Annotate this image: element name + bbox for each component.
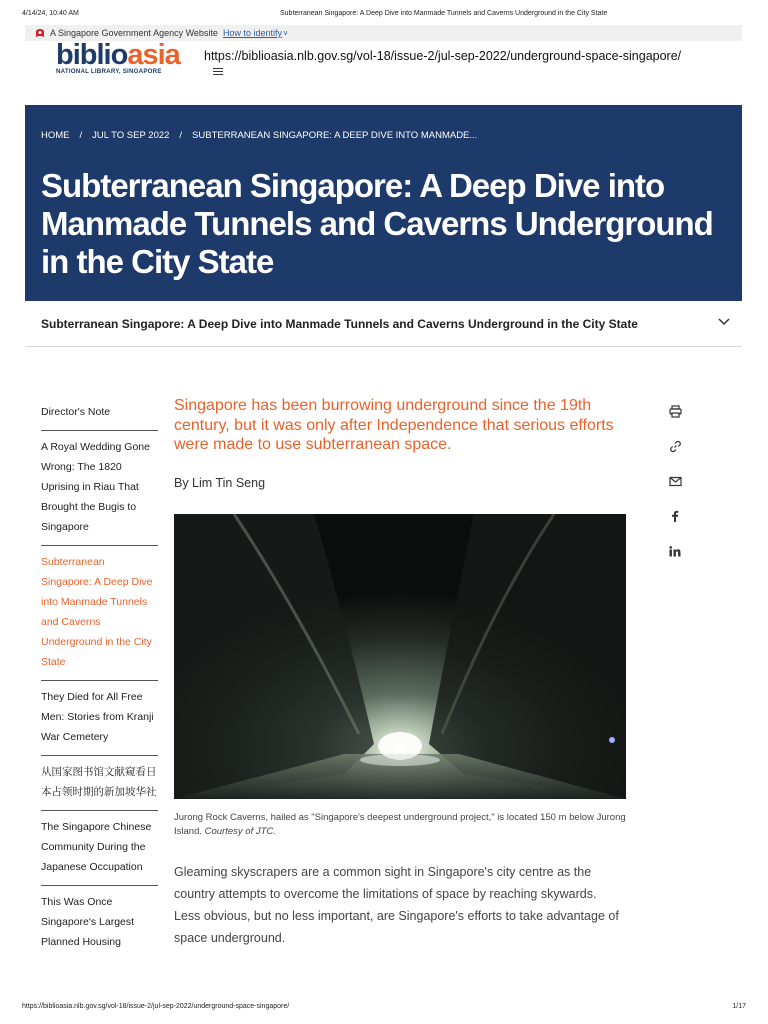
- print-icon[interactable]: [667, 403, 683, 419]
- link-icon[interactable]: [667, 438, 683, 454]
- email-icon[interactable]: [667, 473, 683, 489]
- sidebar-item-planned-housing[interactable]: This Was Once Singapore's Largest Planned Housing: [41, 896, 135, 948]
- breadcrumb-current[interactable]: SUBTERRANEAN SINGAPORE: A DEEP DIVE INTO MANMADE...: [192, 130, 478, 141]
- caption-text: Jurong Rock Caverns, hailed as "Singapore's deepest underground project," is located 150 m below Jurong Island.: [174, 812, 626, 837]
- hero-banner: [25, 105, 742, 301]
- page-title: Subterranean Singapore: A Deep Dive into Manmade Tunnels and Caverns Underground in the City State: [41, 167, 713, 280]
- breadcrumb: [41, 130, 477, 141]
- site-url[interactable]: https://biblioasia.nlb.gov.sg/vol-18/issue-2/jul-sep-2022/underground-space-singapore/: [204, 49, 682, 63]
- breadcrumb-separator: /: [179, 130, 183, 141]
- article-lead: Singapore has been burrowing underground since the 19th century, but it was only after Independence that serious efforts were made to use subterranean space.: [174, 397, 614, 453]
- biblioasia-logo[interactable]: [56, 39, 180, 75]
- article-toc-dropdown[interactable]: [25, 301, 742, 347]
- print-page-number: 1/17: [732, 1003, 746, 1010]
- sidebar-item-chinese-community[interactable]: The Singapore Chinese Community During the Japanese Occupation: [41, 811, 158, 886]
- print-title: Subterranean Singapore: A Deep Dive into Manmade Tunnels and Caverns Underground in the City State: [280, 10, 608, 17]
- print-footer-url: https://biblioasia.nlb.gov.sg/vol-18/issue-2/jul-sep-2022/underground-space-singapore/: [22, 1003, 290, 1010]
- cavern-photo: [174, 514, 626, 799]
- sidebar-item-kranji-war-cemetery[interactable]: They Died for All Free Men: Stories from Kranji War Cemetery: [41, 681, 158, 756]
- article-paragraph: Gleaming skyscrapers are a common sight in Singapore's city centre as the country attempts to overcome the limitations of space by reaching skywards. Less obvious, but no less important, are Singapore's efforts to take advantage of space underground.: [174, 865, 619, 945]
- sidebar-item-royal-wedding[interactable]: A Royal Wedding Gone Wrong: The 1820 Uprising in Riau That Brought the Bugis to Singapore: [41, 431, 158, 546]
- lion-head-icon: [35, 29, 45, 38]
- breadcrumb-home[interactable]: HOME: [41, 130, 70, 141]
- cavern-illustration: [174, 514, 626, 799]
- logo-part2: asia: [127, 39, 180, 71]
- sidebar-item-directors-note[interactable]: Director's Note: [41, 396, 158, 431]
- share-toolbar: [667, 403, 683, 578]
- breadcrumb-issue[interactable]: JUL TO SEP 2022: [92, 130, 170, 141]
- logo-tagline: NATIONAL LIBRARY, SINGAPORE: [56, 68, 162, 75]
- how-to-identify-link[interactable]: How to identify: [222, 28, 282, 38]
- print-datetime: 4/14/24, 10:40 AM: [22, 10, 79, 17]
- breadcrumb-separator: /: [79, 130, 83, 141]
- article-byline: By Lim Tin Seng: [174, 476, 266, 490]
- gov-banner-text: A Singapore Government Agency Website: [50, 28, 218, 38]
- chevron-down-icon[interactable]: [718, 315, 730, 327]
- chevron-down-icon[interactable]: ∨: [282, 30, 289, 37]
- sidebar-item-chinese-article[interactable]: 从国家图书馆文献窥看日本占领时期的新加坡华社: [41, 756, 158, 811]
- issue-sidebar: [41, 396, 158, 960]
- linkedin-icon[interactable]: [667, 543, 683, 559]
- photo-caption: [174, 811, 629, 839]
- facebook-icon[interactable]: [667, 508, 683, 524]
- toc-label: Subterranean Singapore: A Deep Dive into Manmade Tunnels and Caverns Underground in the City State: [41, 317, 638, 331]
- caption-credit: Courtesy of JTC.: [204, 826, 276, 837]
- menu-icon[interactable]: [213, 68, 223, 77]
- logo-part1: biblio: [56, 39, 128, 71]
- sidebar-item-subterranean-singapore[interactable]: Subterranean Singapore: A Deep Dive into Manmade Tunnels and Caverns Underground in the City State: [41, 546, 158, 681]
